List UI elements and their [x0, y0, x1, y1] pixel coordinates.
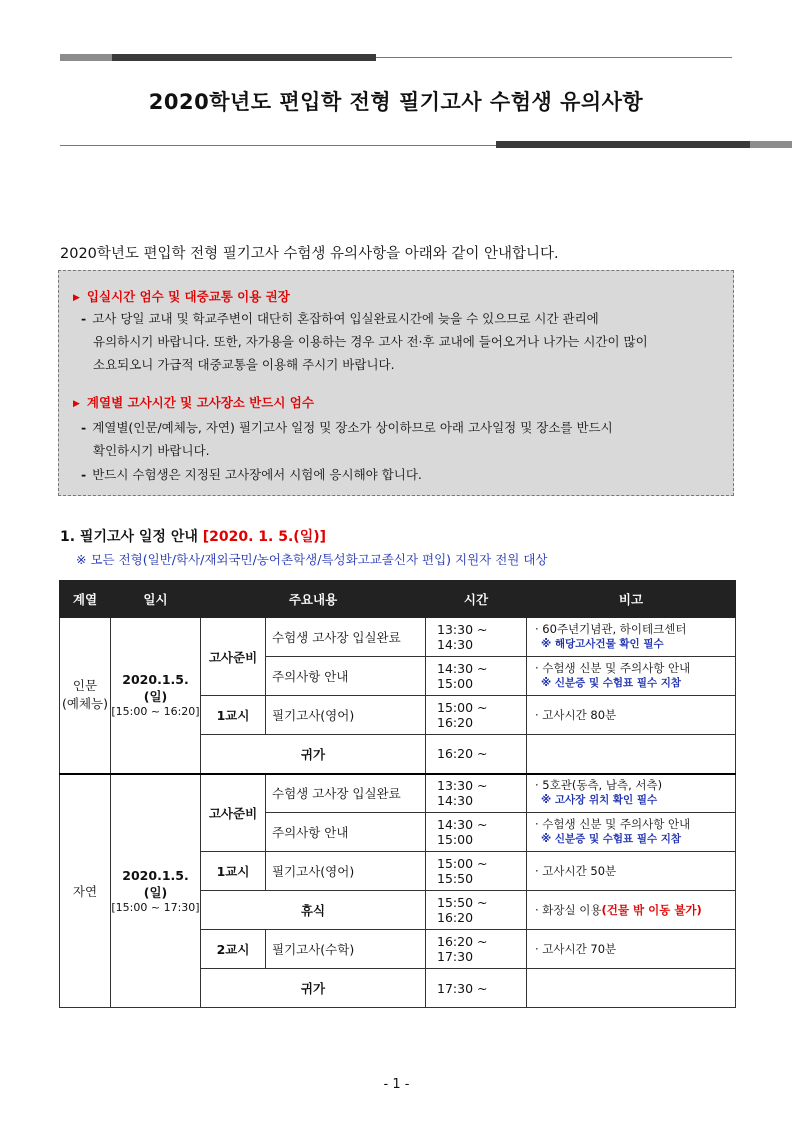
period-cell: 2교시 — [201, 930, 266, 969]
header-group: 계열 — [60, 581, 111, 618]
notice-item-2-line-1: - 계열별(인문/예체능, 자연) 필기고사 일정 및 장소가 상이하므로 아래 고사일정 및 장소를 반드시 — [81, 420, 613, 435]
header-note: 비고 — [527, 581, 736, 618]
intro-text: 2020학년도 편입학 전형 필기고사 수험생 유의사항을 아래와 같이 안내합니다. — [60, 246, 559, 262]
notice-item-3: - 반드시 수험생은 지정된 고사장에서 시험에 응시해야 합니다. — [81, 467, 422, 482]
prep-cell: 고사준비 — [201, 774, 266, 852]
notice-item-2-line-2: 확인하시기 바랍니다. — [93, 443, 210, 458]
content-cell: 귀가 — [201, 969, 426, 1008]
time-cell: 14:30 ~ 15:00 — [426, 657, 527, 696]
notice-box — [58, 270, 734, 496]
section-date: [2020. 1. 5.(일)] — [202, 529, 327, 545]
content-cell: 휴식 — [201, 891, 426, 930]
content-cell: 주의사항 안내 — [266, 813, 426, 852]
group-science: 자연 — [60, 774, 111, 1008]
table-row — [60, 618, 736, 657]
notice-item-1-line-2: 유의하시기 바랍니다. 또한, 자가용을 이용하는 경우 고사 전·후 교내에 들어오거나 나가는 시간이 많이 — [93, 334, 648, 349]
group-humanities: 인문 (예체능) — [60, 618, 111, 774]
note-cell: · 화장실 이용(건물 밖 이동 불가) — [527, 891, 736, 930]
header-content: 주요내용 — [201, 581, 426, 618]
triangle-bullet-icon: ▶ — [73, 293, 80, 303]
time-cell: 17:30 ~ — [426, 969, 527, 1008]
page-number: - 1 - — [383, 1077, 410, 1092]
period-cell: 1교시 — [201, 852, 266, 891]
time-cell: 16:20 ~ 17:30 — [426, 930, 527, 969]
notice-item-1-line-3: 소요되오니 가급적 대중교통을 이용해 주시기 바랍니다. — [93, 357, 395, 372]
prep-cell: 고사준비 — [201, 618, 266, 696]
content-cell: 필기고사(수학) — [266, 930, 426, 969]
notice-heading-2: ▶ 계열별 고사시간 및 고사장소 반드시 엄수 — [73, 395, 314, 410]
table-row — [60, 774, 736, 813]
time-cell: 13:30 ~ 14:30 — [426, 618, 527, 657]
note-cell: · 고사시간 50분 — [527, 852, 736, 891]
schedule-table — [59, 580, 736, 1008]
content-cell: 수험생 고사장 입실완료 — [266, 618, 426, 657]
notice-item-1-line-1: - 고사 당일 교내 및 학교주변이 대단히 혼잡하여 입실완료시간에 늦을 수 있으므로 시간 관리에 — [81, 311, 599, 326]
note-cell — [527, 969, 736, 1008]
time-cell: 16:20 ~ — [426, 735, 527, 774]
note-cell: · 수험생 신분 및 주의사항 안내 ※ 신분증 및 수험표 필수 지참 — [527, 813, 736, 852]
note-cell: · 60주년기념관, 하이테크센터 ※ 해당고사건물 확인 필수 — [527, 618, 736, 657]
datetime-cell: 2020.1.5.(일) [15:00 ~ 16:20] — [111, 618, 201, 774]
content-cell: 귀가 — [201, 735, 426, 774]
content-cell: 주의사항 안내 — [266, 657, 426, 696]
note-cell: · 고사시간 70분 — [527, 930, 736, 969]
time-cell: 15:50 ~ 16:20 — [426, 891, 527, 930]
note-cell: · 수험생 신분 및 주의사항 안내 ※ 신분증 및 수험표 필수 지참 — [527, 657, 736, 696]
section-title: 1. 필기고사 일정 안내 [2020. 1. 5.(일)] — [60, 529, 327, 545]
content-cell: 수험생 고사장 입실완료 — [266, 774, 426, 813]
time-cell: 15:00 ~ 15:50 — [426, 852, 527, 891]
note-cell — [527, 735, 736, 774]
bottom-decor-bar — [60, 141, 732, 149]
time-cell: 15:00 ~ 16:20 — [426, 696, 527, 735]
content-cell: 필기고사(영어) — [266, 852, 426, 891]
note-cell: · 5호관(동측, 남측, 서측) ※ 고사장 위치 확인 필수 — [527, 774, 736, 813]
triangle-bullet-icon: ▶ — [73, 399, 80, 409]
datetime-cell: 2020.1.5.(일) [15:00 ~ 17:30] — [111, 774, 201, 1008]
note-cell: · 고사시간 80분 — [527, 696, 736, 735]
header-time: 시간 — [426, 581, 527, 618]
time-cell: 13:30 ~ 14:30 — [426, 774, 527, 813]
page-title: 2020학년도 편입학 전형 필기고사 수험생 유의사항 — [148, 90, 644, 114]
header-datetime: 일시 — [111, 581, 201, 618]
time-cell: 14:30 ~ 15:00 — [426, 813, 527, 852]
content-cell: 필기고사(영어) — [266, 696, 426, 735]
top-decor-bar — [60, 54, 732, 62]
notice-heading-1: ▶ 입실시간 엄수 및 대중교통 이용 권장 — [73, 289, 290, 304]
period-cell: 1교시 — [201, 696, 266, 735]
section-note: ※ 모든 전형(일반/학사/재외국민/농어촌학생/특성화고교졸신자 편입) 지원자 전원 대상 — [76, 552, 548, 567]
